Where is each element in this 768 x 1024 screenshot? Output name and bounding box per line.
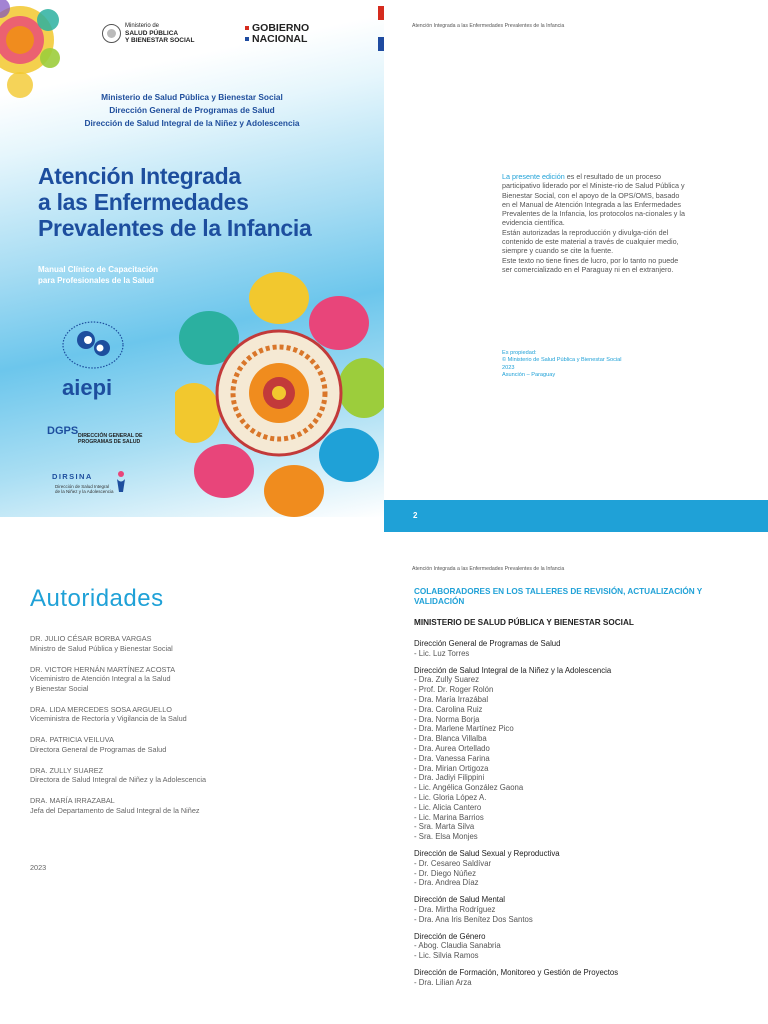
dgps-description — [78, 433, 142, 445]
authority-name: DRA. MARÍA IRRAZABAL — [30, 796, 115, 805]
collaborator-name: - Lic. Alicia Cantero — [414, 802, 482, 812]
gobierno-nacional-logo — [252, 23, 309, 45]
cover-subtitle-line: para Profesionales de la Salud — [38, 276, 155, 285]
ministry-logo-text — [125, 23, 194, 44]
cover-subtitle — [38, 264, 158, 286]
ministry-logo-line: SALUD PÚBLICA — [125, 30, 179, 37]
ministry-seal-icon — [102, 24, 121, 43]
nanduti-flower-image — [175, 265, 384, 517]
cover-title-line: Prevalentes de la Infancia — [38, 215, 312, 241]
authority-role: Ministro de Salud Pública y Bienestar Social — [30, 643, 173, 653]
collaborator-name: - Dra. Vanessa Farina — [414, 753, 490, 763]
dgps-logo-text: DGPS — [47, 425, 79, 437]
copyright-block — [502, 350, 688, 379]
collaborator-name: - Dra. Aurea Ortellado — [414, 743, 490, 753]
ministry-line: Ministerio de Salud Pública y Bienestar Social — [101, 92, 283, 102]
ministry-logo-line: Ministerio de — [125, 23, 160, 29]
dgps-line: DIRECCIÓN GENERAL DE — [78, 433, 143, 439]
authority-name: DRA. LIDA MERCEDES SOSA ARGUELLO — [30, 704, 172, 714]
dirsina-logo-text: DIRSINA — [52, 472, 93, 481]
cover-ministry-lines — [0, 91, 384, 130]
collaborators-page — [384, 535, 768, 1024]
collaborator-name: - Dr. Diego Núñez — [414, 868, 476, 878]
collaborator-name: - Lic. Marina Barrios — [414, 812, 484, 822]
authority-entry — [30, 735, 370, 754]
copyright-line: © Ministerio de Salud Pública y Bienestar Social — [502, 357, 622, 364]
collaborator-section — [414, 666, 754, 842]
authorities-year: 2023 — [30, 863, 47, 872]
collaborator-section-title: Dirección de Salud Sexual y Reproductiva — [414, 848, 560, 858]
dirsina-figure-icon — [113, 470, 129, 494]
collaborator-name: - Lic. Gloria López A. — [414, 792, 487, 802]
edition-paragraph-1 — [502, 172, 688, 228]
authorities-page — [0, 535, 384, 1024]
page-number: 2 — [413, 511, 418, 520]
running-head: Atención Integrada a las Enfermedades Prevalentes de la Infancia — [412, 23, 565, 29]
collaborator-name: - Dra. Mirtha Rodríguez — [414, 904, 496, 914]
page-footer-bar — [384, 500, 768, 532]
collaborator-name: - Lic. Angélica González Gaona — [414, 783, 524, 793]
authorities-title: Autoridades — [30, 585, 164, 612]
aiepi-emblem-icon — [60, 320, 126, 370]
gobierno-line-2: NACIONAL — [252, 33, 308, 45]
collaborator-name: - Dra. Carolina Ruiz — [414, 704, 483, 714]
collaborator-section-title: Dirección de Salud Mental — [414, 895, 506, 905]
cover-title — [38, 163, 311, 241]
collaborator-name: - Lic. Luz Torres — [414, 648, 470, 658]
collaborator-section — [414, 932, 754, 961]
collaborator-section — [414, 849, 754, 888]
credits-page — [384, 0, 768, 500]
collaborator-section-title: Dirección de Formación, Monitoreo y Gestión de Proyectos — [414, 967, 619, 977]
cover-page — [0, 0, 384, 517]
dgps-line: PROGRAMAS DE SALUD — [78, 439, 141, 445]
running-head: Atención Integrada a las Enfermedades Prevalentes de la Infancia — [412, 566, 565, 572]
cover-title-line: a las Enfermedades — [38, 189, 249, 215]
authority-role: Jefa del Departamento de Salud Integral de la Niñez — [30, 805, 200, 815]
copyright-line: Asunción – Paraguay — [502, 371, 556, 378]
collaborator-section — [414, 895, 754, 924]
collaborator-section-title: Dirección de Género — [414, 931, 486, 941]
authority-role: Viceministra de Rectoría y Vigilancia de la Salud — [30, 714, 187, 723]
authority-role: Directora General de Programas de Salud — [30, 744, 167, 754]
authority-name: DRA. PATRICIA VEILUVA — [30, 735, 114, 744]
authority-entry — [30, 634, 370, 653]
collaborator-name: - Dra. Andrea Díaz — [414, 878, 479, 888]
edition-paragraph-2: Están autorizadas la reproducción y divulga-ción del contenido de este material a través de cualquier medio, siempre y cuando se cite la fuente. — [502, 227, 679, 256]
authority-name: DRA. ZULLY SUAREZ — [30, 765, 104, 775]
copyright-line: 2023 — [502, 364, 515, 371]
aiepi-logo-text: aiepi — [62, 375, 113, 400]
authority-name: DR. JULIO CÉSAR BORBA VARGAS — [30, 634, 152, 643]
cover-title-line: Atención Integrada — [38, 163, 241, 189]
collaborator-name: - Sra. Elsa Monjes — [414, 832, 478, 842]
collaborator-name: - Dra. Ana Iris Benítez Dos Santos — [414, 914, 533, 924]
collaborator-name: - Lic. Silvia Ramos — [414, 951, 479, 961]
gobierno-red-square-icon — [245, 26, 249, 30]
cover-subtitle-line: Manual Clínico de Capacitación — [38, 265, 159, 274]
gobierno-blue-square-icon — [245, 37, 249, 41]
dirsina-description — [55, 484, 114, 494]
edition-note — [502, 172, 688, 274]
authority-entry — [30, 665, 370, 694]
edition-highlight: La presente edición — [502, 172, 565, 181]
collaborator-name: - Dra. Blanca Villalba — [414, 734, 487, 744]
collaborator-name: - Dra. Marlene Martínez Pico — [414, 724, 514, 734]
ministry-logo-line: Y BIENESTAR SOCIAL — [125, 37, 195, 44]
collaborator-name: - Dra. Jadiyi Filippini — [414, 773, 485, 783]
collaborator-section — [414, 968, 754, 988]
collaborators-heading: COLABORADORES EN LOS TALLERES DE REVISIÓN, ACTUALIZACIÓN Y VALIDACIÓN — [414, 587, 703, 606]
authority-role: Directora de Salud Integral de Niñez y la Adolescencia — [30, 775, 207, 784]
ministry-line: Dirección General de Programas de Salud — [109, 105, 275, 115]
collaborator-name: - Dra. María Irrazábal — [414, 694, 489, 704]
authority-entry — [30, 796, 370, 815]
authority-name: DR. VICTOR HERNÁN MARTÍNEZ ACOSTA — [30, 664, 176, 674]
collaborator-section-title: Dirección de Salud Integral de la Niñez y la Adolescencia — [414, 665, 612, 675]
copyright-line: Es propiedad: — [502, 350, 537, 356]
dirsina-line: Dirección de Salud Integral — [55, 484, 110, 489]
collaborator-name: - Dra. Lilian Arza — [414, 977, 472, 987]
collaborator-name: - Dra. Norma Borja — [414, 714, 480, 724]
collaborator-section — [414, 639, 754, 659]
collaborators-sections — [414, 639, 754, 995]
authorities-list — [30, 634, 370, 827]
collaborators-ministry: MINISTERIO DE SALUD PÚBLICA Y BIENESTAR SOCIAL — [414, 618, 634, 627]
gobierno-line-1: GOBIERNO — [252, 22, 310, 34]
edition-paragraph-1-text: es el resultado de un proceso participativo liderado por el Ministe-rio de Salud Pública y Bienestar Social, con el apoyo de la OPS/OMS, basado en el Manual de Atención Integrada a las Enfermedades Prevalentes de la Infancia, los protocolos na-cionales y la evidencia científica. — [502, 172, 685, 228]
collaborator-name: - Prof. Dr. Roger Rolón — [414, 685, 494, 695]
authority-entry — [30, 766, 370, 785]
collaborator-name: - Dra. Mirian Ortigoza — [414, 763, 489, 773]
collaborator-name: - Sra. Marta Silva — [414, 822, 475, 832]
authority-entry — [30, 705, 370, 724]
authority-role: Viceministro de Atención Integral a la Salud y Bienestar Social — [30, 674, 171, 693]
collaborator-section-title: Dirección General de Programas de Salud — [414, 639, 561, 648]
collaborator-name: - Abog. Claudia Sanabria — [414, 941, 501, 951]
dirsina-line: de la Niñez y la Adolescencia — [55, 489, 114, 494]
collaborator-name: - Dra. Zully Suarez — [414, 675, 479, 685]
ministry-line: Dirección de Salud Integral de la Niñez y Adolescencia — [84, 118, 300, 128]
edition-paragraph-3: Este texto no tiene fines de lucro, por lo tanto no puede ser comercializado en el Paraguay ni en el extranjero. — [502, 255, 679, 274]
collaborator-name: - Dr. Cesareo Saldívar — [414, 858, 492, 868]
